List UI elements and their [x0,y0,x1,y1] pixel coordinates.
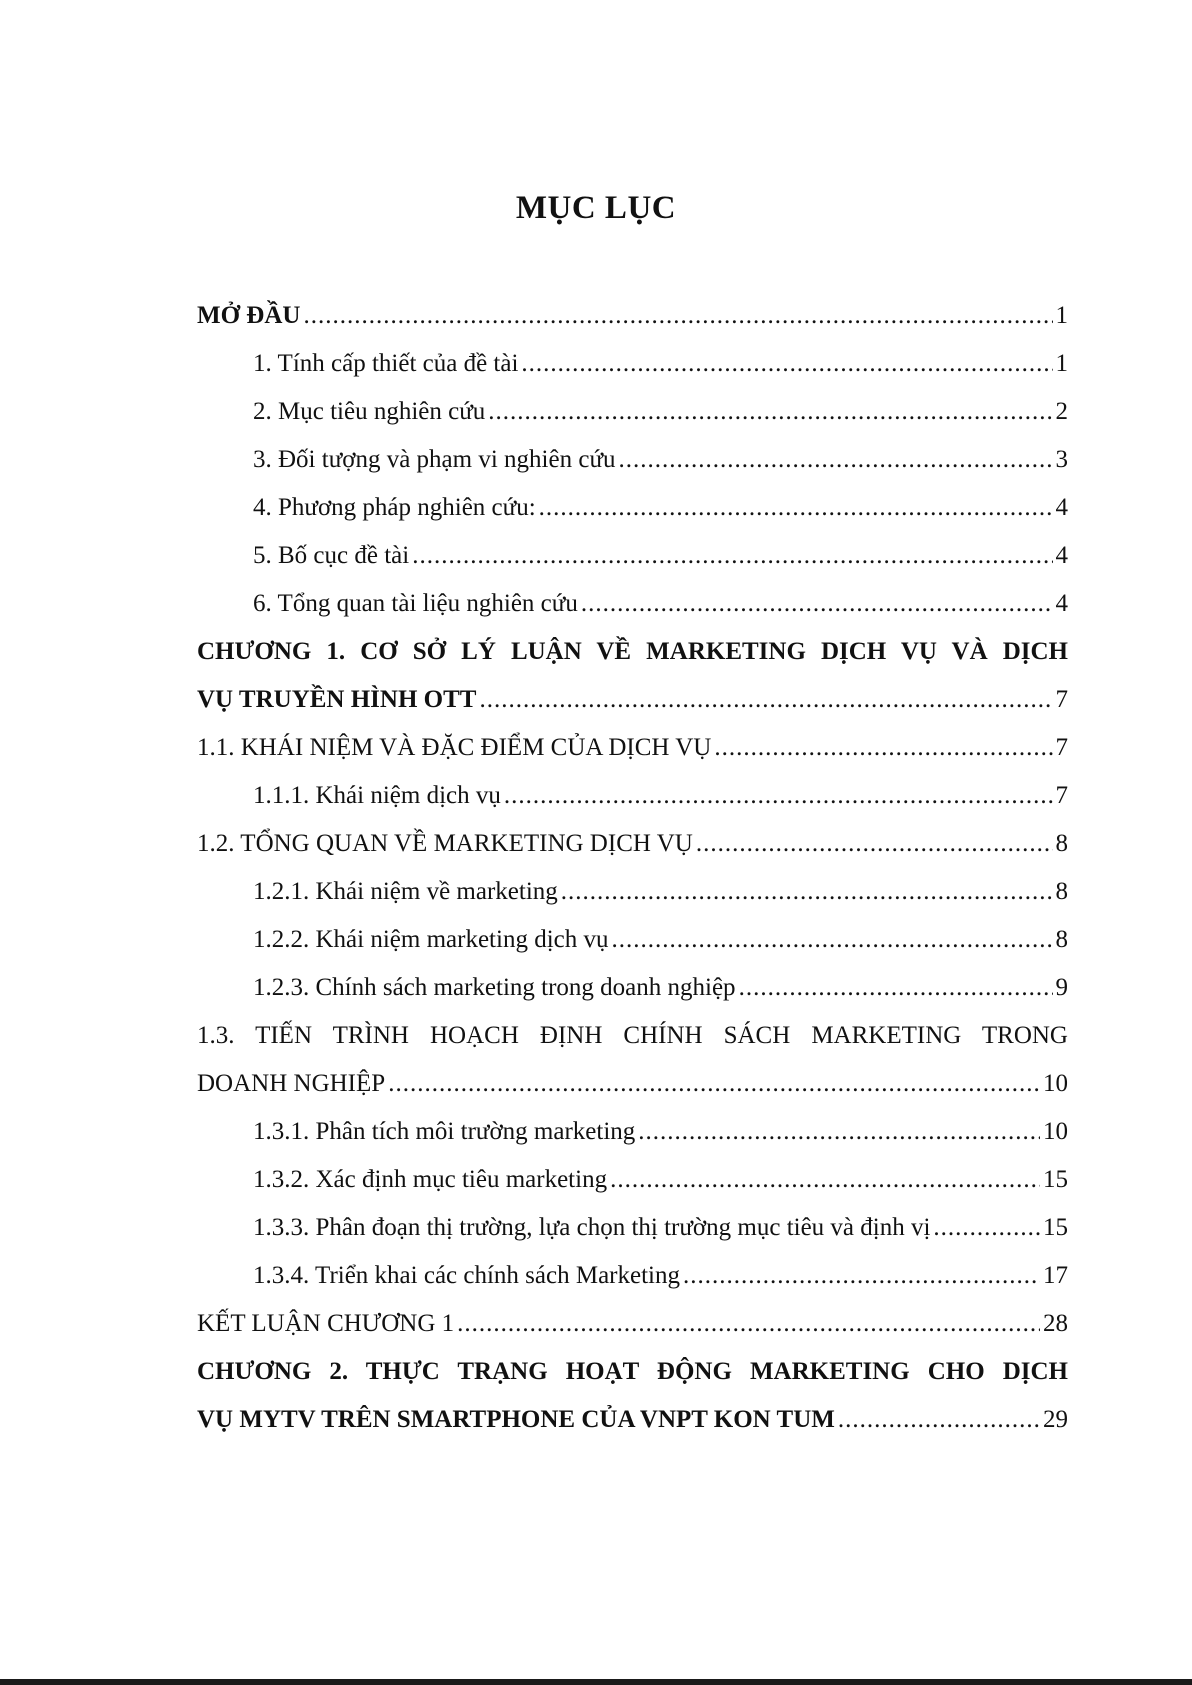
toc-entry [197,1204,1068,1252]
toc-entry-text: VỤ MYTV TRÊN SMARTPHONE CỦA VNPT KON TUM [197,1406,835,1433]
toc-entry [197,868,1068,916]
toc-entry [197,1060,1068,1108]
toc-page-number: 9 [1055,974,1068,1001]
dot-leader [610,1156,1040,1204]
toc-entry [197,532,1068,580]
toc-page-number: 3 [1055,446,1068,473]
toc-entry [197,340,1068,388]
toc-entry [197,484,1068,532]
toc-page-number: 15 [1043,1166,1068,1193]
toc-page-number: 8 [1055,926,1068,953]
toc-entry-text: 1.3.2. Xác định mục tiêu marketing [253,1166,608,1193]
toc-entry [197,1108,1068,1156]
dot-leader [561,868,1053,916]
dot-leader [488,388,1052,436]
toc-page-number: 10 [1043,1070,1068,1097]
toc-page-number: 7 [1055,686,1068,713]
dot-leader [581,580,1053,628]
toc-entry [197,580,1068,628]
toc-entry-text: 6. Tổng quan tài liệu nghiên cứu [253,590,578,617]
toc-entry-text: 1.3.4. Triển khai các chính sách Marketing [253,1262,680,1289]
dot-leader [479,676,1052,724]
toc-entry [197,1252,1068,1300]
toc-entry-text: 1. Tính cấp thiết của đề tài [253,350,519,377]
dot-leader [388,1060,1040,1108]
dot-leader [504,772,1053,820]
toc-entry-text: 5. Bố cục đề tài [253,542,410,569]
dot-leader [714,724,1052,772]
toc-entry-text: 4. Phương pháp nghiên cứu: [253,494,536,521]
toc-entry [197,388,1068,436]
dot-leader [638,1108,1040,1156]
toc-entry [197,916,1068,964]
toc-entry-text: 1.3.3. Phân đoạn thị trường, lựa chọn thị trường mục tiêu và định vị [253,1214,931,1241]
toc-page-number: 4 [1055,494,1068,521]
toc-entry-text: 1.2.3. Chính sách marketing trong doanh nghiệp [253,974,736,1001]
dot-leader [521,340,1052,388]
toc-entry-text: DOANH NGHIỆP [197,1070,386,1097]
dot-leader [739,964,1053,1012]
dot-leader [933,1204,1040,1252]
toc-page-number: 29 [1043,1406,1068,1433]
dot-leader [457,1300,1040,1348]
toc-entry [197,1396,1068,1444]
toc-page-number: 1 [1055,302,1068,329]
page-title: MỤC LỤC [515,190,677,226]
toc-entry-text: 1.3.1. Phân tích môi trường marketing [253,1118,636,1145]
toc-entry [197,724,1068,772]
toc-page-number: 8 [1055,830,1068,857]
toc-page-number: 2 [1055,398,1068,425]
toc-entry-text: 2. Mục tiêu nghiên cứu [253,398,486,425]
toc-page-number: 10 [1043,1118,1068,1145]
toc-entry [197,772,1068,820]
toc-entry-text: MỞ ĐẦU [197,302,301,329]
dot-leader [683,1252,1040,1300]
toc-entry-text: 1.2. TỔNG QUAN VỀ MARKETING DỊCH VỤ [197,830,693,857]
toc-entry-text: 1.2.2. Khái niệm marketing dịch vụ [253,926,609,953]
dot-leader [838,1396,1040,1444]
toc-entry-text: VỤ TRUYỀN HÌNH OTT [197,686,477,713]
page-bottom-border [0,1679,1192,1685]
table-of-contents [197,292,1068,1444]
dot-leader [303,292,1052,340]
toc-page-number: 4 [1055,542,1068,569]
toc-entry-text: 1.1. KHÁI NIỆM VÀ ĐẶC ĐIỂM CỦA DỊCH VỤ [197,734,712,761]
toc-entry [197,676,1068,724]
toc-entry-heading-line: CHƯƠNG 1. CƠ SỞ LÝ LUẬN VỀ MARKETING DỊCH VỤ VÀ DỊCH [197,638,1068,665]
toc-entry-text: 3. Đối tượng và phạm vi nghiên cứu [253,446,616,473]
toc-entry-text: 1.1.1. Khái niệm dịch vụ [253,782,501,809]
toc-page-number: 15 [1043,1214,1068,1241]
toc-page-number: 8 [1055,878,1068,905]
toc-entry [197,292,1068,340]
dot-leader [619,436,1053,484]
dot-leader [539,484,1053,532]
dot-leader [696,820,1053,868]
toc-page-number: 4 [1055,590,1068,617]
toc-entry [197,1300,1068,1348]
toc-entry [197,1156,1068,1204]
toc-entry [197,820,1068,868]
toc-entry-heading-line: 1.3. TIẾN TRÌNH HOẠCH ĐỊNH CHÍNH SÁCH MARKETING TRONG [197,1022,1068,1049]
toc-entry-heading-line: CHƯƠNG 2. THỰC TRẠNG HOẠT ĐỘNG MARKETING CHO DỊCH [197,1358,1068,1385]
toc-entry [197,436,1068,484]
toc-page-number: 1 [1055,350,1068,377]
toc-page-number: 7 [1055,734,1068,761]
dot-leader [412,532,1052,580]
toc-entry-text: 1.2.1. Khái niệm về marketing [253,878,558,905]
toc-entry [197,964,1068,1012]
toc-entry-text: KẾT LUẬN CHƯƠNG 1 [197,1310,455,1337]
dot-leader [611,916,1052,964]
toc-page-number: 28 [1043,1310,1068,1337]
toc-page-number: 7 [1055,782,1068,809]
toc-page-number: 17 [1043,1262,1068,1289]
